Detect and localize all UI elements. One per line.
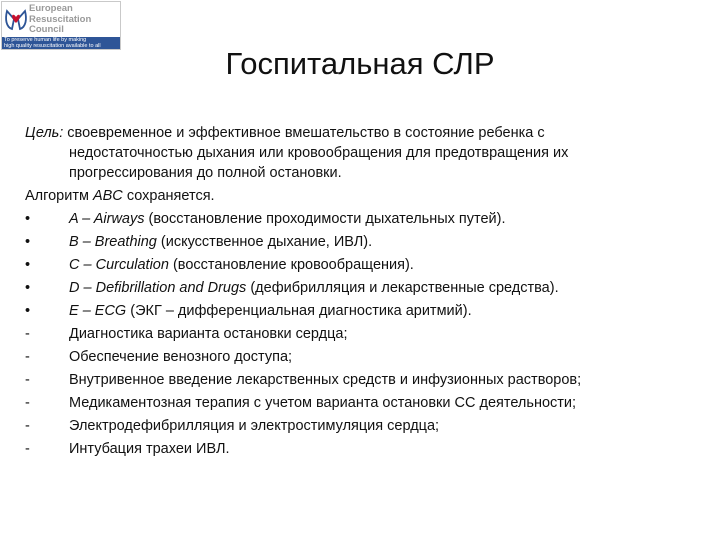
- dash-marker: -: [25, 372, 30, 388]
- bullet-term: D – Defibrillation and Drugs: [69, 280, 247, 296]
- heart-lungs-icon: [4, 5, 28, 35]
- dash-item: [25, 392, 705, 415]
- logo-org-name: [29, 4, 91, 36]
- dash-text: Электродефибрилляция и электростимуляция сердца;: [69, 418, 440, 434]
- logo-tagline-2: high quality resuscitation available to all: [4, 43, 101, 49]
- algorithm-dot: .: [210, 188, 215, 204]
- algorithm-abc: ABC: [92, 188, 123, 204]
- bullet-item: [25, 300, 705, 323]
- bullet-marker: •: [25, 303, 31, 319]
- goal-paragraph: [25, 123, 705, 183]
- dash-text: Медикаментозная терапия с учетом варианта остановки СС деятельности;: [69, 395, 577, 411]
- algorithm-suffix: сохраняется: [122, 188, 211, 204]
- dash-item: [25, 415, 705, 438]
- bullet-term: B – Breathing: [69, 234, 157, 250]
- bullet-desc: (ЭКГ – дифференциальная диагностика аритмий).: [126, 303, 472, 319]
- bullet-term: E – ECG: [69, 303, 127, 319]
- dash-text: Внутривенное введение лекарственных средств и инфузионных растворов;: [69, 372, 582, 388]
- dash-marker: -: [25, 349, 30, 365]
- goal-text-1: своевременное и эффективное вмешательство в состояние ребенка с: [63, 125, 545, 141]
- bullet-marker: •: [25, 280, 31, 296]
- bullet-desc: (восстановление кровообращения).: [168, 257, 414, 273]
- dash-text: Обеспечение венозного доступа;: [69, 349, 293, 365]
- dash-item: [25, 369, 705, 392]
- goal-text-2: недостаточностью дыхания или кровообращения для предотвращения их: [69, 145, 569, 161]
- bullet-desc: (дефибрилляция и лекарственные средства).: [246, 280, 559, 296]
- logo-tagline-1: To preserve human life by making: [4, 37, 87, 43]
- dash-text: Интубация трахеи ИВЛ.: [69, 441, 230, 457]
- dash-marker: -: [25, 395, 30, 411]
- dash-marker: -: [25, 326, 30, 342]
- bullet-item: [25, 231, 705, 254]
- algorithm-prefix: Алгоритм: [25, 188, 93, 204]
- dash-marker: -: [25, 418, 30, 434]
- dash-text: Диагностика варианта остановки сердца;: [69, 326, 348, 342]
- dash-item: [25, 346, 705, 369]
- dash-item: [25, 323, 705, 346]
- bullet-marker: •: [25, 211, 31, 227]
- logo-line-3: Council: [29, 24, 64, 35]
- bullet-item: [25, 208, 705, 231]
- bullet-term: A – Airways: [69, 211, 145, 227]
- logo-line-2: Resuscitation: [29, 13, 92, 25]
- bullet-item: [25, 277, 705, 300]
- slide-body: [25, 123, 705, 461]
- algorithm-line: [25, 185, 705, 208]
- bullet-desc: (восстановление проходимости дыхательных путей).: [144, 211, 506, 227]
- logo-line-1: European: [29, 3, 73, 14]
- slide-title: Госпитальная СЛР: [225, 46, 495, 81]
- bullet-marker: •: [25, 234, 31, 250]
- bullet-desc: (искусственное дыхание, ИВЛ).: [156, 234, 373, 250]
- dash-item: [25, 438, 705, 461]
- goal-text-3: прогрессирования до полной остановки.: [69, 165, 342, 181]
- erc-logo: [1, 1, 121, 50]
- dash-marker: -: [25, 441, 30, 457]
- goal-label: Цель:: [25, 125, 64, 141]
- bullet-item: [25, 254, 705, 277]
- bullet-marker: •: [25, 257, 31, 273]
- bullet-term: C – Curculation: [69, 257, 169, 273]
